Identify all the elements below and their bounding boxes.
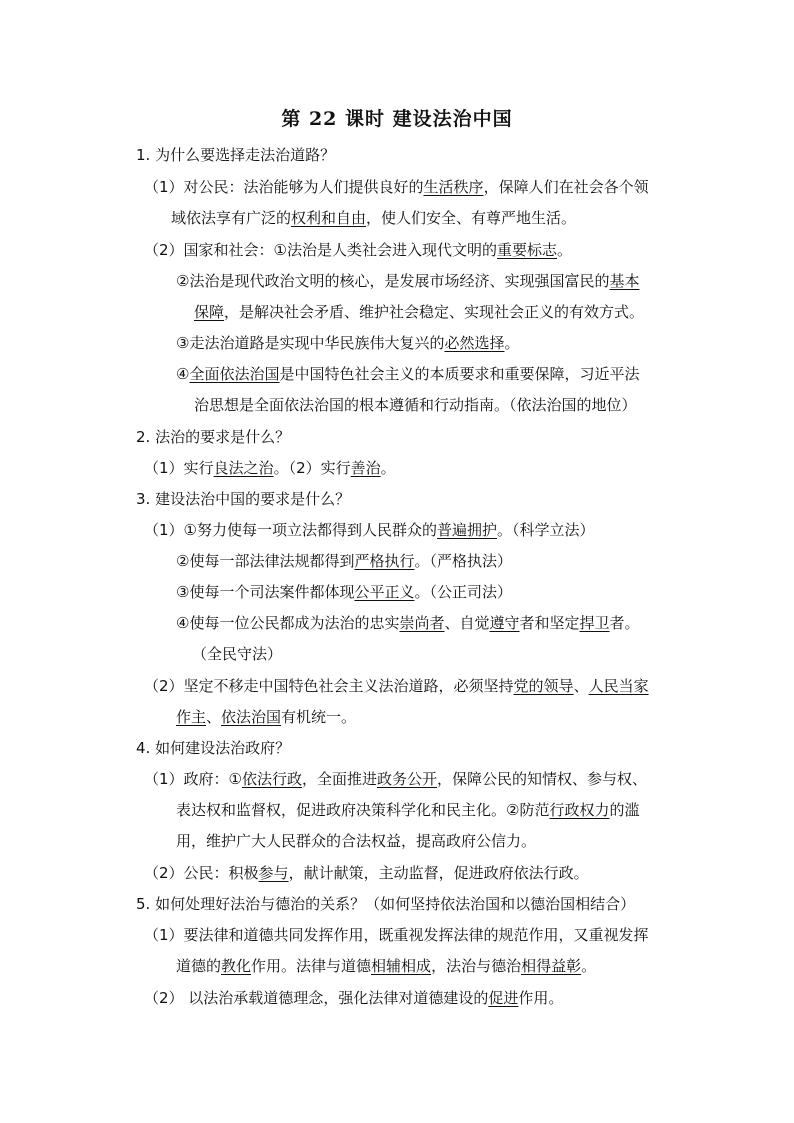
text-segment: 。 <box>504 334 520 352</box>
underlined-keyword: 重要标志 <box>497 241 558 259</box>
text-line <box>176 831 536 851</box>
text-line <box>136 894 635 914</box>
text-line <box>176 582 512 602</box>
underlined-keyword: 公平正义 <box>354 583 415 601</box>
text-line <box>144 177 649 197</box>
text-line <box>176 800 639 820</box>
text-line <box>144 458 396 478</box>
text-line <box>136 738 290 758</box>
text-line <box>176 271 639 291</box>
text-line <box>144 520 595 540</box>
underlined-keyword: 崇尚者 <box>399 614 445 632</box>
underlined-keyword: 全面依法治国 <box>189 365 280 383</box>
underlined-keyword: 政务公开 <box>377 770 438 788</box>
text-segment: （2）坚定不移走中国特色社会主义法治道路，必须坚持 <box>144 677 514 695</box>
underlined-keyword: 人民当家 <box>588 677 649 695</box>
text-segment: （1）政府：① <box>144 770 242 788</box>
text-segment: 。 <box>380 459 396 477</box>
underlined-keyword: 捍卫 <box>579 614 610 632</box>
underlined-keyword: 必然选择 <box>444 334 505 352</box>
text-line <box>136 145 335 165</box>
text-segment: ，献计献策，主动监督，促进政府依法行政。 <box>288 864 589 882</box>
text-line <box>192 644 282 664</box>
text-segment: 用，维护广大人民群众的合法权益，提高政府公信力。 <box>176 832 537 850</box>
underlined-keyword: 行政权力 <box>549 801 610 819</box>
text-segment: 、自觉 <box>444 614 490 632</box>
text-segment: （2）公民：积极 <box>144 864 259 882</box>
text-segment: ③使每一个司法案件都体现 <box>176 583 355 601</box>
text-segment: 。 <box>581 957 597 975</box>
text-segment: 者。 <box>609 614 640 632</box>
text-segment: 治思想是全面依法治国的根本遵循和行动指南。（依法治国的地位） <box>194 396 637 414</box>
text-segment: ④使每一位公民都成为法治的忠实 <box>176 614 400 632</box>
text-line <box>176 551 512 571</box>
text-segment: （1）对公民：法治能够为人们提供良好的 <box>144 178 424 196</box>
text-segment: 。（2）实行 <box>273 459 351 477</box>
text-segment: （2）国家和社会：①法治是人类社会进入现代文明的 <box>144 241 497 259</box>
text-line <box>136 489 350 509</box>
text-segment: ③走法治道路是实现中华民族伟大复兴的 <box>176 334 445 352</box>
text-segment: 作用。 <box>518 989 564 1007</box>
text-segment: ，是解决社会矛盾、维护社会稳定、实现社会正义的有效方式。 <box>224 303 645 321</box>
text-segment: ④ <box>176 365 190 383</box>
text-segment: 4. 如何建设法治政府？ <box>136 739 291 757</box>
text-line <box>171 208 576 228</box>
text-line <box>144 863 589 883</box>
text-line <box>144 769 647 789</box>
text-segment: 是中国特色社会主义的本质要求和重要保障，习近平法 <box>279 365 640 383</box>
text-segment: 的滥 <box>609 801 640 819</box>
underlined-keyword: 保障 <box>194 303 225 321</box>
text-line <box>176 707 356 727</box>
text-segment: （1）实行 <box>144 459 214 477</box>
text-line <box>144 925 649 945</box>
underlined-keyword: 教化 <box>221 957 252 975</box>
text-segment: 、 <box>206 708 222 726</box>
underlined-keyword: 促进 <box>488 989 519 1007</box>
underlined-keyword: 党的领导 <box>513 677 574 695</box>
text-line <box>194 302 644 322</box>
text-segment: （2） 以法治承载道德理念，强化法律对道德建设的 <box>144 989 489 1007</box>
underlined-keyword: 作主 <box>176 708 207 726</box>
text-segment: ②法治是现代政治文明的核心，是发展市场经济、实现强国富民的 <box>176 272 610 290</box>
text-segment: ，全面推进 <box>302 770 378 788</box>
text-line <box>144 240 572 260</box>
text-segment: （1）①努力使每一项立法都得到人民群众的 <box>144 521 437 539</box>
text-line <box>194 395 637 415</box>
underlined-keyword: 遵守 <box>489 614 520 632</box>
text-segment: ，使人们安全、有尊严地生活。 <box>366 209 577 227</box>
text-segment: 者和坚定 <box>519 614 580 632</box>
text-line <box>136 427 290 447</box>
text-segment: 。（科学立法） <box>497 521 595 539</box>
text-segment: 。 <box>557 241 573 259</box>
underlined-keyword: 依法治国 <box>221 708 282 726</box>
text-line <box>176 333 519 353</box>
text-segment: （1）要法律和道德共同发挥作用，既重视发挥法律的规范作用，又重视发挥 <box>144 926 649 944</box>
text-line <box>176 956 596 976</box>
text-segment: 表达权和监督权，促进政府决策科学化和民主化。②防范 <box>176 801 550 819</box>
text-segment: 。（严格执法） <box>414 552 512 570</box>
underlined-keyword: 普遍拥护 <box>437 521 498 539</box>
text-segment: 3. 建设法治中国的要求是什么？ <box>136 490 351 508</box>
text-segment: ，保障人们在社会各个领 <box>483 178 649 196</box>
text-segment: ②使每一部法律法规都得到 <box>176 552 355 570</box>
text-segment: 。（公正司法） <box>414 583 512 601</box>
text-segment: 作用。法律与道德 <box>251 957 372 975</box>
underlined-keyword: 相辅相成 <box>371 957 432 975</box>
text-segment: ，保障公民的知情权、参与权、 <box>437 770 648 788</box>
text-segment: 有机统一。 <box>281 708 357 726</box>
underlined-keyword: 权利和自由 <box>291 209 367 227</box>
underlined-keyword: 基本 <box>609 272 640 290</box>
text-segment: 、 <box>573 677 589 695</box>
text-line <box>144 676 649 696</box>
underlined-keyword: 相得益彰 <box>521 957 582 975</box>
text-segment: 域依法享有广泛的 <box>171 209 292 227</box>
page-title: 第 22 课时 建设法治中国 <box>281 108 513 130</box>
underlined-keyword: 依法行政 <box>242 770 303 788</box>
underlined-keyword: 严格执行 <box>354 552 415 570</box>
underlined-keyword: 善治 <box>350 459 381 477</box>
text-segment: 5. 如何处理好法治与德治的关系？（如何坚持依法治国和以德治国相结合） <box>136 895 636 913</box>
text-segment: （全民守法） <box>192 645 283 663</box>
underlined-keyword: 参与 <box>258 864 289 882</box>
text-line <box>176 613 640 633</box>
text-line <box>176 364 639 384</box>
underlined-keyword: 生活秩序 <box>423 178 484 196</box>
text-segment: 1. 为什么要选择走法治道路？ <box>136 146 336 164</box>
text-line <box>144 988 563 1008</box>
text-segment: 道德的 <box>176 957 222 975</box>
underlined-keyword: 良法之治 <box>213 459 274 477</box>
text-segment: ，法治与德治 <box>431 957 522 975</box>
text-segment: 2. 法治的要求是什么？ <box>136 428 291 446</box>
